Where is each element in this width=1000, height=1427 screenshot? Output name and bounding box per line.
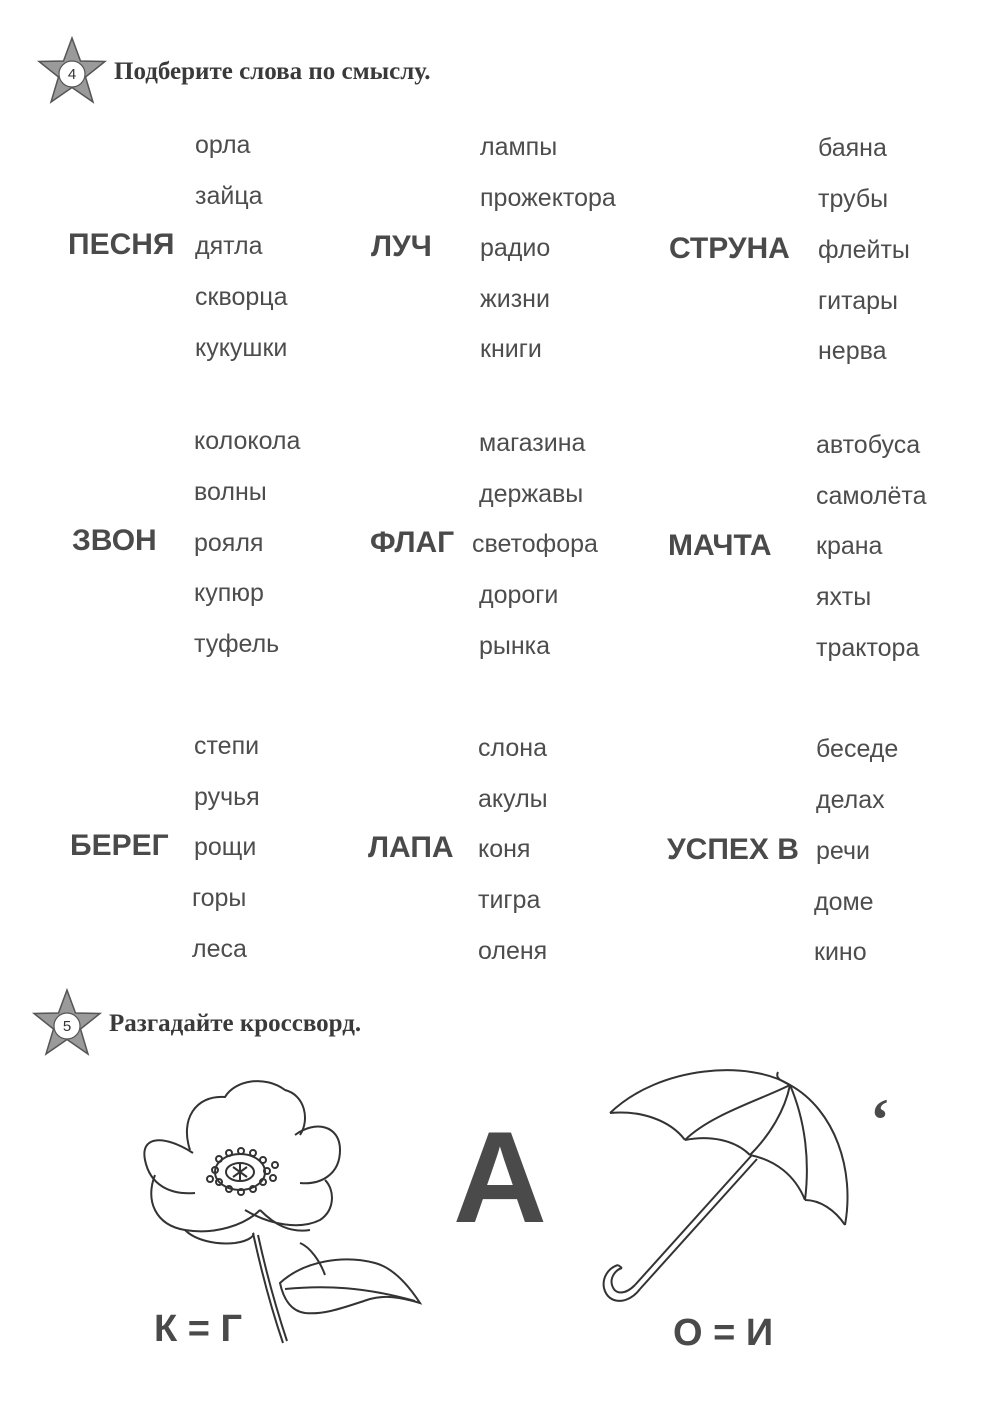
group-word: трубы <box>818 185 889 213</box>
group-word: автобуса <box>816 431 921 459</box>
group-word: доме <box>814 888 874 916</box>
group-word: зайца <box>195 182 263 210</box>
task5-number: 5 <box>62 1017 72 1035</box>
group-word: рынка <box>479 632 551 660</box>
group-word: оленя <box>478 937 548 965</box>
letter-substitution-left: К = Г <box>154 1308 243 1350</box>
group-word: светофора <box>472 530 598 558</box>
star-icon <box>31 988 103 1060</box>
group-word: державы <box>479 480 584 508</box>
group-word: ручья <box>194 783 260 811</box>
group-word: трактора <box>816 634 920 662</box>
group-word: радио <box>480 234 551 262</box>
group-keyword: ФЛАГ <box>370 526 455 559</box>
task4-title: Подберите слова по смыслу. <box>114 58 431 85</box>
group-word: кукушки <box>195 334 288 362</box>
task4-header <box>36 36 431 108</box>
group-word: тигра <box>478 886 541 914</box>
group-word: туфель <box>194 630 280 658</box>
group-keyword: СТРУНА <box>669 232 790 265</box>
crossword-letter: А <box>453 1104 547 1250</box>
group-word: горы <box>192 884 247 912</box>
group-keyword: ЛАПА <box>368 831 454 864</box>
group-word: самолёта <box>816 482 927 510</box>
group-word: речи <box>816 837 870 865</box>
group-word: флейты <box>818 236 910 264</box>
group-word: книги <box>480 335 542 363</box>
group-keyword: УСПЕХ В <box>667 833 799 866</box>
group-keyword: БЕРЕГ <box>70 829 169 862</box>
crossword-comma: ‘ <box>870 1087 890 1153</box>
group-word: прожектора <box>480 184 616 212</box>
group-word: дороги <box>479 581 559 609</box>
group-word: волны <box>194 478 267 506</box>
group-keyword: ЛУЧ <box>371 230 432 263</box>
group-word: слона <box>478 734 547 762</box>
group-word: купюр <box>194 579 264 607</box>
group-word: лампы <box>480 133 558 161</box>
task5-header <box>31 988 361 1060</box>
group-word: делах <box>816 786 885 814</box>
star-icon <box>36 36 108 108</box>
group-word: коня <box>478 835 531 863</box>
group-word: рояля <box>194 529 264 557</box>
group-keyword: ЗВОН <box>72 524 157 557</box>
letter-substitution-right: О = И <box>673 1312 774 1354</box>
group-word: беседе <box>816 735 899 763</box>
group-word: рощи <box>194 833 257 861</box>
task5-title: Разгадайте кроссворд. <box>109 1010 362 1037</box>
group-word: нерва <box>818 337 887 365</box>
poppy-flower-icon <box>135 1075 435 1345</box>
group-word: баяна <box>818 134 887 162</box>
group-word: магазина <box>479 429 586 457</box>
group-word: гитары <box>818 287 899 315</box>
group-word: яхты <box>816 583 872 611</box>
group-word: колокола <box>194 427 301 455</box>
group-word: орла <box>195 131 251 159</box>
group-word: акулы <box>478 785 548 813</box>
task4-number: 4 <box>67 65 77 83</box>
group-word: леса <box>192 935 247 963</box>
group-word: дятла <box>195 232 263 260</box>
group-word: степи <box>194 732 260 760</box>
group-keyword: МАЧТА <box>668 529 772 562</box>
group-keyword: ПЕСНЯ <box>68 228 175 261</box>
group-word: жизни <box>480 285 550 313</box>
group-word: крана <box>816 532 883 560</box>
group-word: кино <box>814 938 867 966</box>
group-word: скворца <box>195 283 288 311</box>
umbrella-icon <box>600 1060 860 1320</box>
